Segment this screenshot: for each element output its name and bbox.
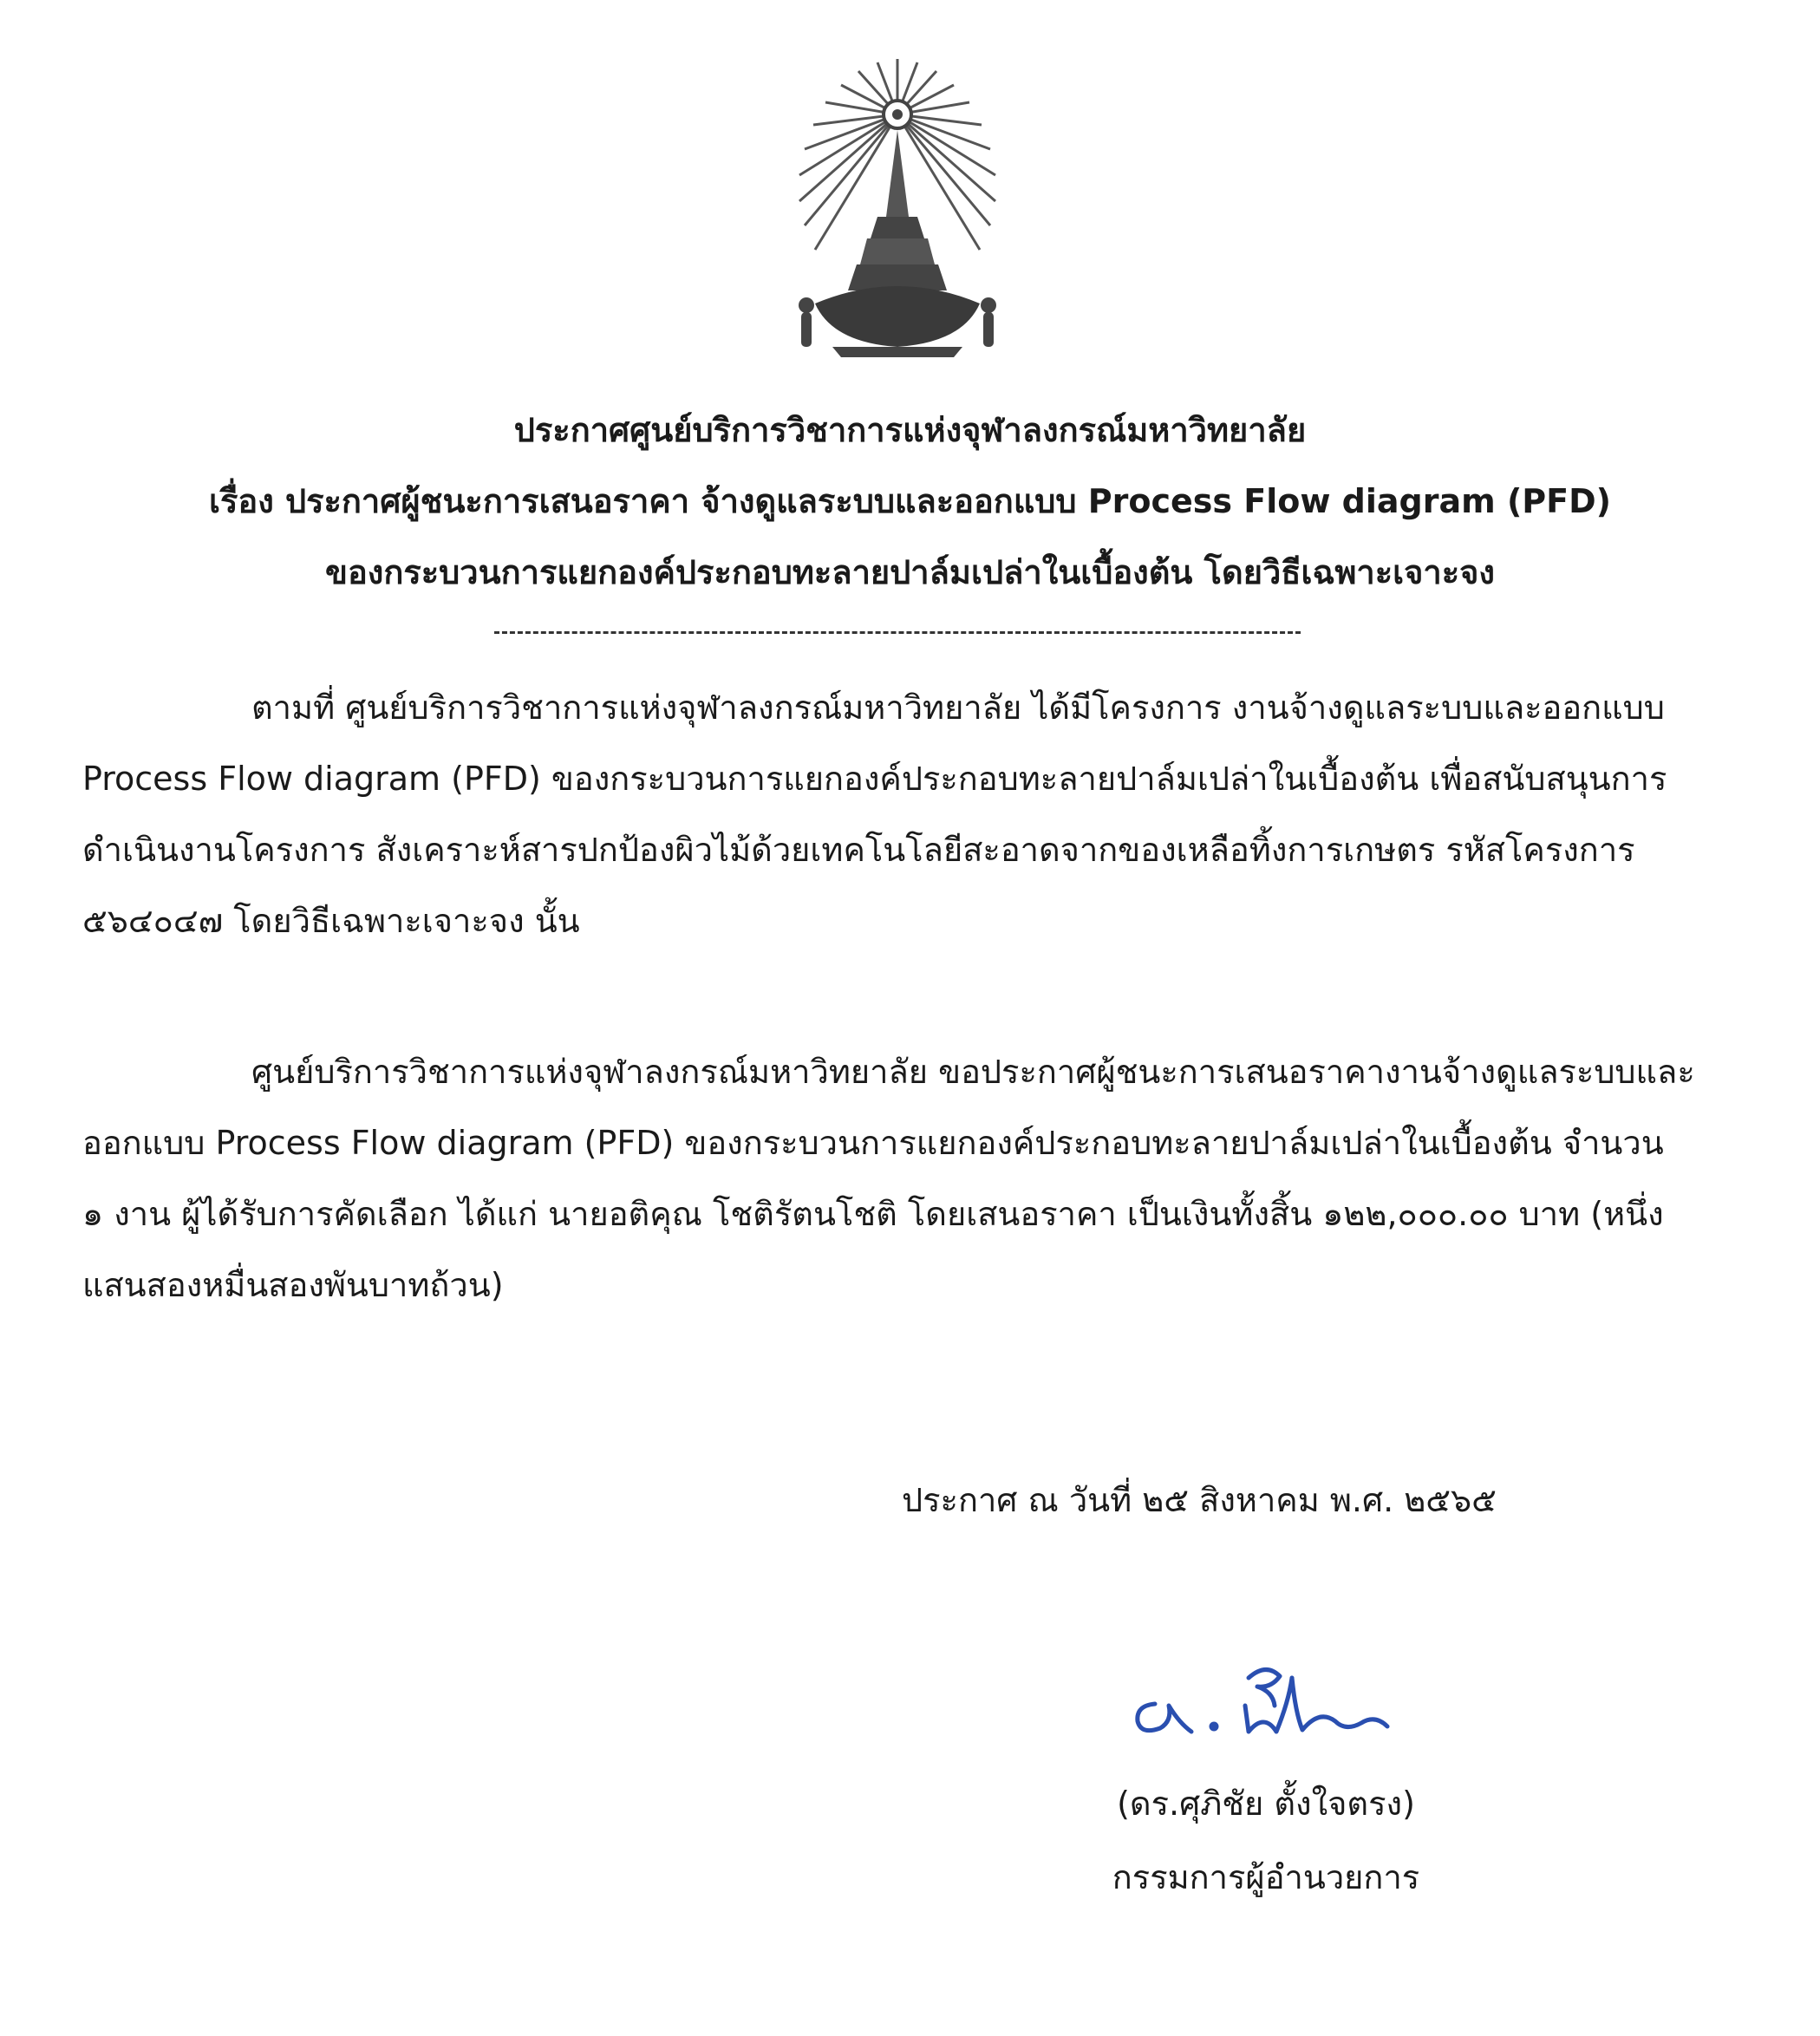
paragraph-line: ดำเนินงานโครงการ สังเคราะห์สารปกป้องผิวไม้ด้วยเทคโนโลยีสะอาดจากของเหลือทิ้งการเกษตร รหัสโครงการ bbox=[82, 831, 1635, 869]
signer-name: (ดร.ศุภิชัย ตั้งใจตรง) bbox=[1117, 1785, 1415, 1823]
handwritten-signature-icon bbox=[1119, 1652, 1405, 1747]
paragraph-line: ตามที่ ศูนย์บริการวิชาการแห่งจุฬาลงกรณ์มหาวิทยาลัย ได้มีโครงการ งานจ้างดูแลระบบและออกแบบ bbox=[251, 688, 1665, 727]
paragraph-line: Process Flow diagram (PFD) ของกระบวนการแยกองค์ประกอบทะลายปาล์มเปล่าในเบื้องต้น เพื่อสนับสนุนการ bbox=[82, 760, 1667, 798]
title-line-1: ประกาศศูนย์บริการวิชาการแห่งจุฬาลงกรณ์มหาวิทยาลัย bbox=[513, 411, 1307, 449]
signer-title: กรรมการผู้อำนวยการ bbox=[1112, 1858, 1420, 1896]
title-divider bbox=[494, 631, 1301, 634]
paragraph-line: ๑ งาน ผู้ได้รับการคัดเลือก ได้แก่ นายอติคุณ โชติรัตนโชติ โดยเสนอราคา เป็นเงินทั้งสิ้น ๑๒๒,๐๐๐.๐๐ บาท (หนึ่ง bbox=[82, 1195, 1664, 1233]
paragraph-line: ๕๖๔๐๔๗ โดยวิธีเฉพาะเจาะจง นั้น bbox=[82, 902, 580, 940]
paragraph-award bbox=[82, 1036, 1738, 1321]
title-line-2: เรื่อง ประกาศผู้ชนะการเสนอราคา จ้างดูแลระบบและออกแบบ Process Flow diagram (PFD) bbox=[208, 482, 1612, 520]
announcement-date: ประกาศ ณ วันที่ ๒๕ สิงหาคม พ.ศ. ๒๕๖๕ bbox=[902, 1481, 1497, 1519]
paragraph-background bbox=[82, 672, 1738, 956]
paragraph-line: ศูนย์บริการวิชาการแห่งจุฬาลงกรณ์มหาวิทยาลัย ขอประกาศผู้ชนะการเสนอราคางานจ้างดูแลระบบและ bbox=[251, 1053, 1695, 1091]
chulalongkorn-emblem-icon bbox=[780, 52, 1014, 382]
title-line-3: ของกระบวนการแยกองค์ประกอบทะลายปาล์มเปล่าในเบื้องต้น โดยวิธีเฉพาะเจาะจง bbox=[325, 553, 1495, 591]
announcement-title bbox=[0, 395, 1820, 608]
paragraph-line: ออกแบบ Process Flow diagram (PFD) ของกระบวนการแยกองค์ประกอบทะลายปาล์มเปล่าในเบื้องต้น จำนวน bbox=[82, 1124, 1664, 1162]
paragraph-line: แสนสองหมื่นสองพันบาทถ้วน) bbox=[82, 1266, 504, 1304]
